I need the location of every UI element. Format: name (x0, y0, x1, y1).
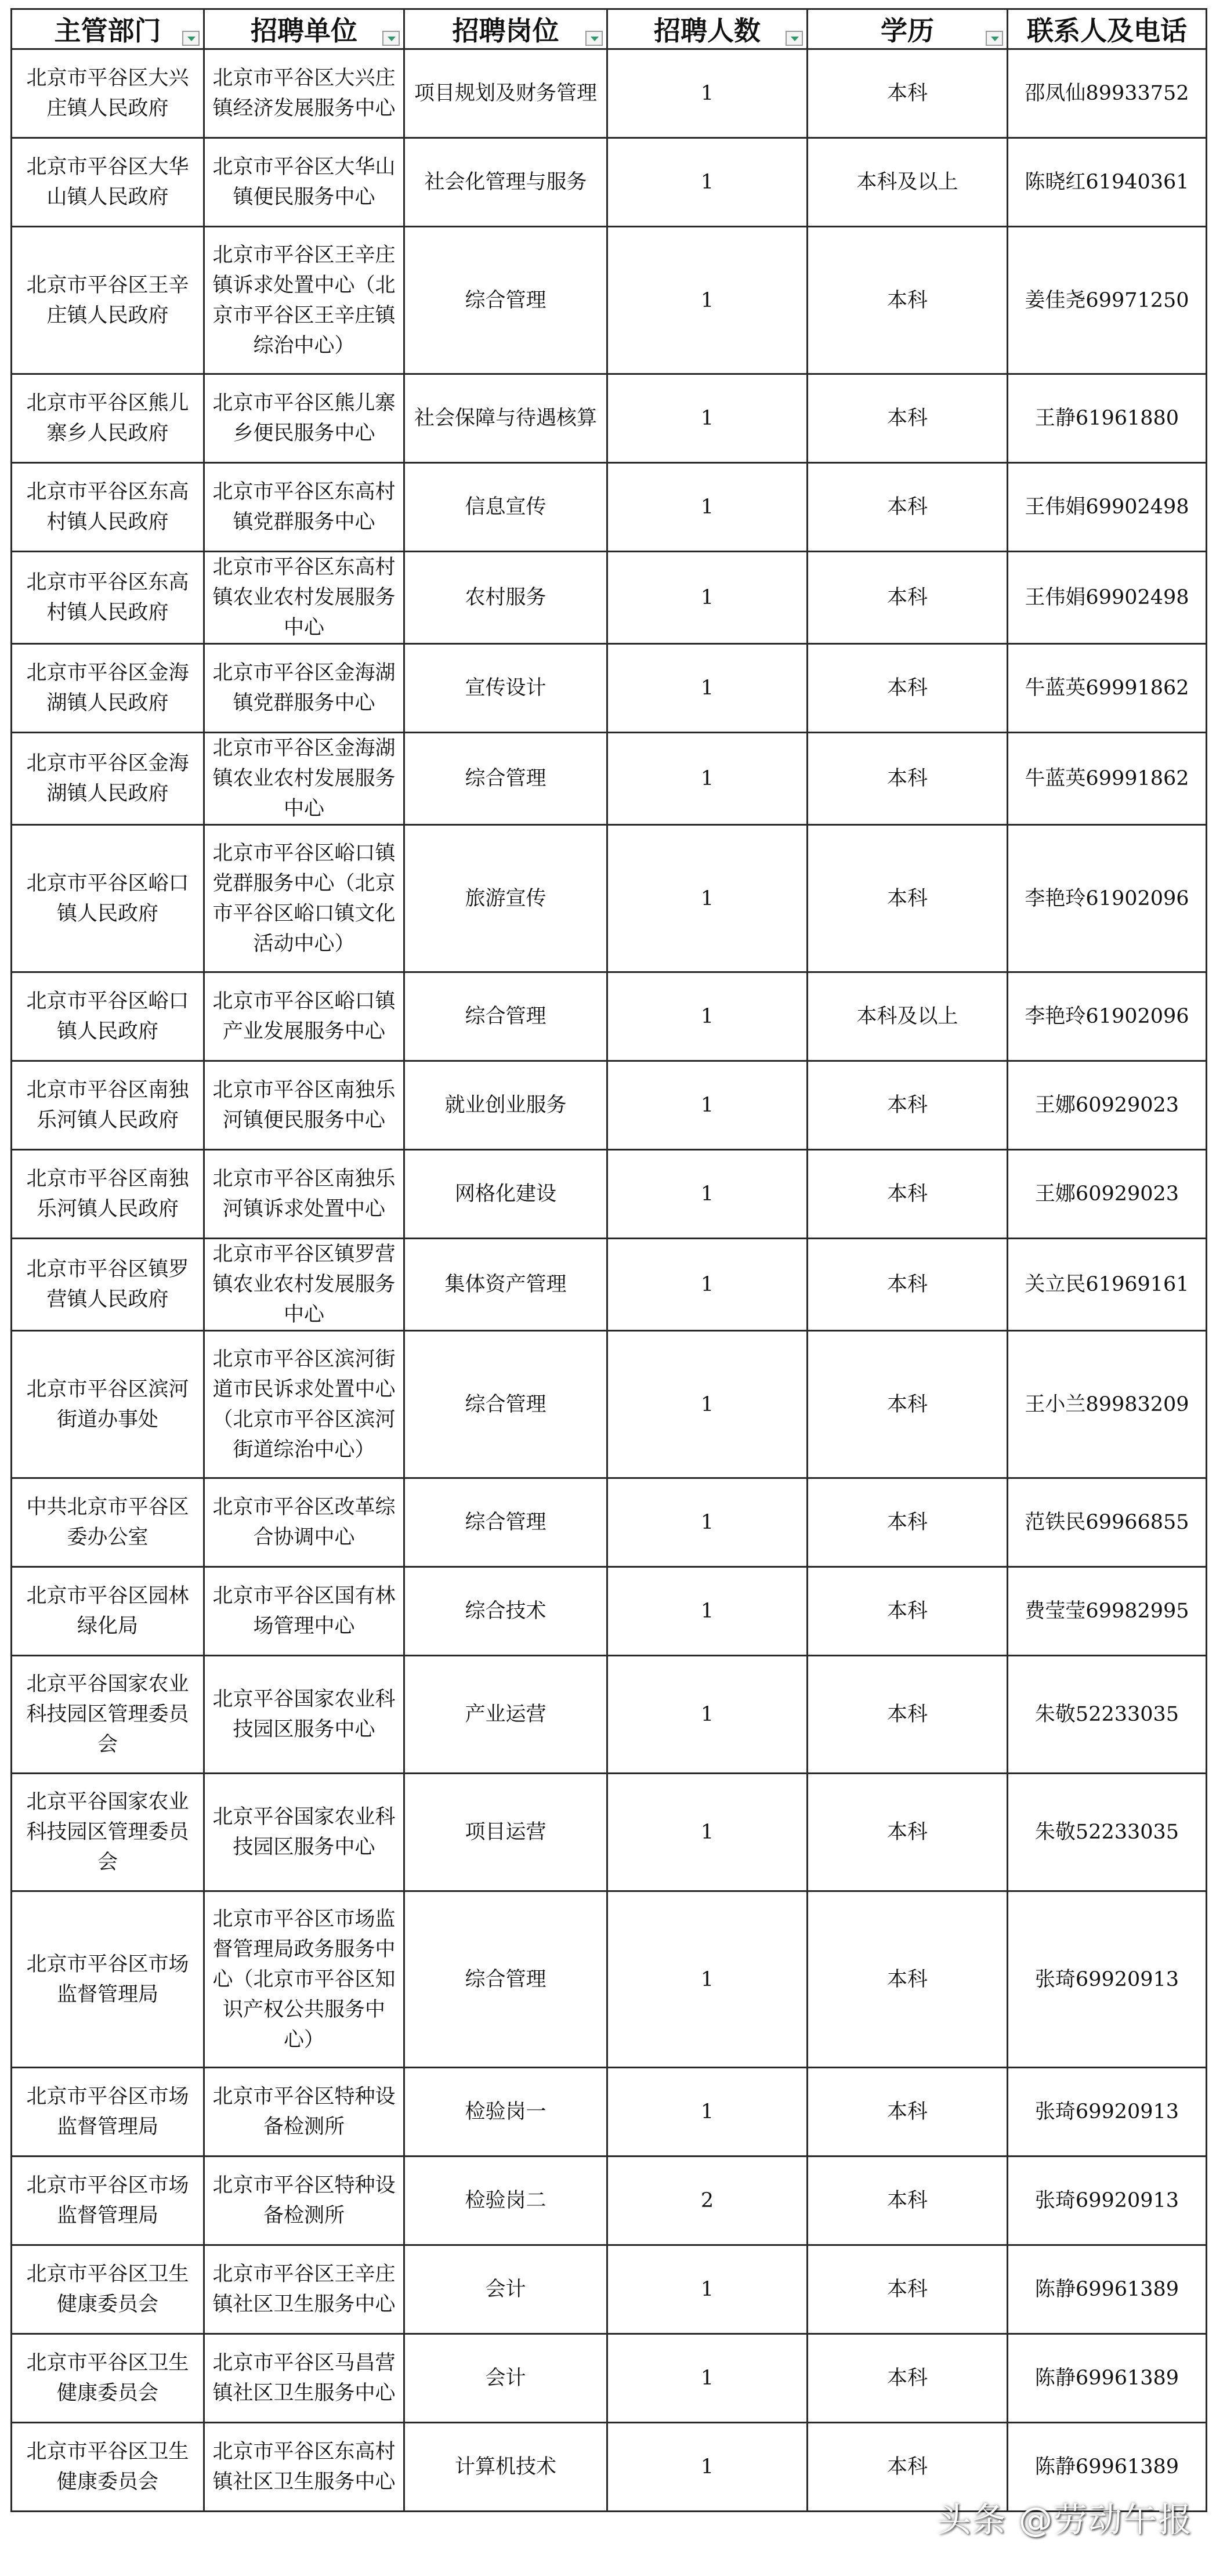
cell-edu: 本科及以上 (808, 138, 1008, 227)
cell-count: 1 (607, 2423, 808, 2512)
cell-contact: 陈静69961389 (1008, 2245, 1207, 2334)
cell-count: 1 (607, 2068, 808, 2157)
cell-edu: 本科 (808, 644, 1008, 733)
cell-count: 1 (607, 374, 808, 463)
cell-edu: 本科 (808, 825, 1008, 972)
cell-contact: 费莹莹69982995 (1008, 1567, 1207, 1656)
table-row (12, 1656, 1207, 1774)
cell-edu: 本科 (808, 2157, 1008, 2245)
cell-post: 综合管理 (404, 1891, 607, 2068)
cell-count: 1 (607, 552, 808, 644)
cell-post: 综合管理 (404, 1331, 607, 1478)
cell-unit: 北京市平谷区马昌营镇社区卫生服务中心 (204, 2334, 404, 2423)
filter-dropdown-icon[interactable] (382, 31, 400, 46)
cell-dept: 北京市平谷区南独乐河镇人民政府 (12, 1150, 204, 1239)
table-row (12, 2157, 1207, 2245)
cell-dept: 北京市平谷区王辛庄镇人民政府 (12, 227, 204, 374)
cell-contact: 王小兰89983209 (1008, 1331, 1207, 1478)
cell-unit: 北京市平谷区东高村镇农业农村发展服务中心 (204, 552, 404, 644)
cell-dept: 北京市平谷区园林绿化局 (12, 1567, 204, 1656)
cell-dept: 中共北京市平谷区委办公室 (12, 1478, 204, 1567)
cell-unit: 北京平谷国家农业科技园区服务中心 (204, 1774, 404, 1891)
cell-edu: 本科 (808, 552, 1008, 644)
cell-edu: 本科 (808, 1656, 1008, 1774)
cell-count: 1 (607, 463, 808, 552)
cell-post: 综合管理 (404, 1478, 607, 1567)
cell-dept: 北京市平谷区卫生健康委员会 (12, 2423, 204, 2512)
table-row (12, 2334, 1207, 2423)
table-row (12, 1891, 1207, 2068)
cell-dept: 北京市平谷区市场监督管理局 (12, 2068, 204, 2157)
cell-contact: 朱敬52233035 (1008, 1774, 1207, 1891)
cell-dept: 北京市平谷区金海湖镇人民政府 (12, 733, 204, 825)
cell-unit: 北京市平谷区改革综合协调中心 (204, 1478, 404, 1567)
header-unit (204, 9, 404, 49)
cell-contact: 李艳玲61902096 (1008, 825, 1207, 972)
cell-post: 项目规划及财务管理 (404, 49, 607, 138)
table-body (12, 49, 1207, 2512)
cell-post: 综合技术 (404, 1567, 607, 1656)
recruitment-table (10, 8, 1207, 2512)
table-row (12, 1567, 1207, 1656)
cell-contact: 陈静69961389 (1008, 2423, 1207, 2512)
cell-count: 1 (607, 1478, 808, 1567)
cell-unit: 北京市平谷区东高村镇社区卫生服务中心 (204, 2423, 404, 2512)
cell-count: 1 (607, 972, 808, 1061)
cell-contact: 王伟娟69902498 (1008, 463, 1207, 552)
header-dept-label: 主管部门 (54, 15, 161, 46)
cell-unit: 北京市平谷区特种设备检测所 (204, 2157, 404, 2245)
header-row (12, 9, 1207, 49)
cell-dept: 北京市平谷区卫生健康委员会 (12, 2334, 204, 2423)
cell-edu: 本科 (808, 2423, 1008, 2512)
cell-post: 计算机技术 (404, 2423, 607, 2512)
table-row (12, 1774, 1207, 1891)
cell-count: 2 (607, 2157, 808, 2245)
header-edu (808, 9, 1008, 49)
cell-dept: 北京平谷国家农业科技园区管理委员会 (12, 1774, 204, 1891)
cell-contact: 关立民61969161 (1008, 1239, 1207, 1331)
table-row (12, 552, 1207, 644)
cell-unit: 北京市平谷区东高村镇党群服务中心 (204, 463, 404, 552)
cell-unit: 北京平谷国家农业科技园区服务中心 (204, 1656, 404, 1774)
header-contact (1008, 9, 1207, 49)
cell-post: 宣传设计 (404, 644, 607, 733)
cell-post: 旅游宣传 (404, 825, 607, 972)
cell-post: 农村服务 (404, 552, 607, 644)
cell-count: 1 (607, 1567, 808, 1656)
table-row (12, 972, 1207, 1061)
cell-post: 会计 (404, 2334, 607, 2423)
cell-contact: 范铁民69966855 (1008, 1478, 1207, 1567)
cell-count: 1 (607, 1331, 808, 1478)
cell-unit: 北京市平谷区南独乐河镇便民服务中心 (204, 1061, 404, 1150)
cell-contact: 陈静69961389 (1008, 2334, 1207, 2423)
cell-unit: 北京市平谷区峪口镇产业发展服务中心 (204, 972, 404, 1061)
table-row (12, 1239, 1207, 1331)
cell-dept: 北京市平谷区东高村镇人民政府 (12, 552, 204, 644)
cell-edu: 本科 (808, 463, 1008, 552)
cell-dept: 北京平谷国家农业科技园区管理委员会 (12, 1656, 204, 1774)
cell-dept: 北京市平谷区熊儿寨乡人民政府 (12, 374, 204, 463)
cell-edu: 本科 (808, 1478, 1008, 1567)
cell-edu: 本科 (808, 1061, 1008, 1150)
cell-count: 1 (607, 2245, 808, 2334)
header-post (404, 9, 607, 49)
cell-post: 社会保障与待遇核算 (404, 374, 607, 463)
cell-contact: 张琦69920913 (1008, 2157, 1207, 2245)
cell-unit: 北京市平谷区市场监督管理局政务服务中心（北京市平谷区知识产权公共服务中心） (204, 1891, 404, 2068)
cell-count: 1 (607, 1150, 808, 1239)
cell-contact: 王娜60929023 (1008, 1061, 1207, 1150)
cell-edu: 本科 (808, 1567, 1008, 1656)
cell-post: 会计 (404, 2245, 607, 2334)
cell-count: 1 (607, 138, 808, 227)
cell-count: 1 (607, 825, 808, 972)
cell-dept: 北京市平谷区市场监督管理局 (12, 1891, 204, 2068)
header-contact-label: 联系人及电话 (1027, 15, 1187, 46)
cell-contact: 牛蓝英69991862 (1008, 733, 1207, 825)
cell-dept: 北京市平谷区滨河街道办事处 (12, 1331, 204, 1478)
cell-contact: 邵凤仙89933752 (1008, 49, 1207, 138)
cell-post: 综合管理 (404, 733, 607, 825)
table-row (12, 1150, 1207, 1239)
cell-dept: 北京市平谷区金海湖镇人民政府 (12, 644, 204, 733)
cell-contact: 陈晓红61940361 (1008, 138, 1207, 227)
header-dept (12, 9, 204, 49)
cell-contact: 牛蓝英69991862 (1008, 644, 1207, 733)
cell-post: 信息宣传 (404, 463, 607, 552)
cell-count: 1 (607, 49, 808, 138)
cell-unit: 北京市平谷区金海湖镇农业农村发展服务中心 (204, 733, 404, 825)
cell-unit: 北京市平谷区峪口镇党群服务中心（北京市平谷区峪口镇文化活动中心） (204, 825, 404, 972)
table-row (12, 1061, 1207, 1150)
header-count-label: 招聘人数 (654, 15, 761, 46)
cell-contact: 王静61961880 (1008, 374, 1207, 463)
filter-dropdown-icon[interactable] (585, 31, 603, 46)
cell-post: 检验岗二 (404, 2157, 607, 2245)
cell-count: 1 (607, 2334, 808, 2423)
cell-contact: 朱敬52233035 (1008, 1656, 1207, 1774)
cell-post: 综合管理 (404, 227, 607, 374)
cell-dept: 北京市平谷区镇罗营镇人民政府 (12, 1239, 204, 1331)
table-row (12, 1478, 1207, 1567)
cell-dept: 北京市平谷区卫生健康委员会 (12, 2245, 204, 2334)
cell-count: 1 (607, 1774, 808, 1891)
cell-edu: 本科 (808, 2334, 1008, 2423)
cell-post: 项目运营 (404, 1774, 607, 1891)
table-row (12, 49, 1207, 138)
cell-post: 集体资产管理 (404, 1239, 607, 1331)
cell-count: 1 (607, 733, 808, 825)
cell-unit: 北京市平谷区特种设备检测所 (204, 2068, 404, 2157)
cell-unit: 北京市平谷区国有林场管理中心 (204, 1567, 404, 1656)
cell-edu: 本科 (808, 733, 1008, 825)
cell-edu: 本科 (808, 1150, 1008, 1239)
table-row (12, 374, 1207, 463)
cell-unit: 北京市平谷区王辛庄镇社区卫生服务中心 (204, 2245, 404, 2334)
table-row (12, 644, 1207, 733)
cell-edu: 本科 (808, 1239, 1008, 1331)
cell-count: 1 (607, 1061, 808, 1150)
cell-post: 产业运营 (404, 1656, 607, 1774)
header-edu-label: 学历 (881, 15, 934, 46)
table-row (12, 227, 1207, 374)
cell-unit: 北京市平谷区镇罗营镇农业农村发展服务中心 (204, 1239, 404, 1331)
cell-count: 1 (607, 1239, 808, 1331)
header-unit-label: 招聘单位 (251, 15, 357, 46)
cell-post: 就业创业服务 (404, 1061, 607, 1150)
watermark: 头条 @劳动午报 (937, 2500, 1193, 2539)
table-row (12, 825, 1207, 972)
cell-unit: 北京市平谷区南独乐河镇诉求处置中心 (204, 1150, 404, 1239)
cell-edu: 本科 (808, 374, 1008, 463)
filter-dropdown-icon[interactable] (182, 31, 200, 46)
header-count (607, 9, 808, 49)
cell-edu: 本科 (808, 1331, 1008, 1478)
cell-contact: 张琦69920913 (1008, 2068, 1207, 2157)
cell-contact: 李艳玲61902096 (1008, 972, 1207, 1061)
table-row (12, 2245, 1207, 2334)
cell-post: 检验岗一 (404, 2068, 607, 2157)
cell-edu: 本科 (808, 2245, 1008, 2334)
table-row (12, 138, 1207, 227)
cell-contact: 王娜60929023 (1008, 1150, 1207, 1239)
table-row (12, 733, 1207, 825)
cell-unit: 北京市平谷区滨河街道市民诉求处置中心（北京市平谷区滨河街道综治中心） (204, 1331, 404, 1478)
cell-count: 1 (607, 1656, 808, 1774)
cell-count: 1 (607, 644, 808, 733)
cell-dept: 北京市平谷区南独乐河镇人民政府 (12, 1061, 204, 1150)
cell-edu: 本科 (808, 1774, 1008, 1891)
cell-unit: 北京市平谷区金海湖镇党群服务中心 (204, 644, 404, 733)
filter-dropdown-icon[interactable] (786, 31, 803, 46)
cell-dept: 北京市平谷区大兴庄镇人民政府 (12, 49, 204, 138)
cell-edu: 本科 (808, 2068, 1008, 2157)
cell-dept: 北京市平谷区市场监督管理局 (12, 2157, 204, 2245)
cell-post: 社会化管理与服务 (404, 138, 607, 227)
cell-unit: 北京市平谷区王辛庄镇诉求处置中心（北京市平谷区王辛庄镇综治中心） (204, 227, 404, 374)
cell-contact: 张琦69920913 (1008, 1891, 1207, 2068)
cell-dept: 北京市平谷区东高村镇人民政府 (12, 463, 204, 552)
cell-dept: 北京市平谷区峪口镇人民政府 (12, 972, 204, 1061)
cell-contact: 王伟娟69902498 (1008, 552, 1207, 644)
table-row (12, 2068, 1207, 2157)
cell-dept: 北京市平谷区峪口镇人民政府 (12, 825, 204, 972)
cell-unit: 北京市平谷区大兴庄镇经济发展服务中心 (204, 49, 404, 138)
header-post-label: 招聘岗位 (452, 15, 559, 46)
table-row (12, 463, 1207, 552)
cell-post: 综合管理 (404, 972, 607, 1061)
cell-edu: 本科及以上 (808, 972, 1008, 1061)
filter-dropdown-icon[interactable] (986, 31, 1003, 46)
cell-post: 网格化建设 (404, 1150, 607, 1239)
cell-unit: 北京市平谷区熊儿寨乡便民服务中心 (204, 374, 404, 463)
cell-contact: 姜佳尧69971250 (1008, 227, 1207, 374)
cell-unit: 北京市平谷区大华山镇便民服务中心 (204, 138, 404, 227)
cell-edu: 本科 (808, 1891, 1008, 2068)
cell-dept: 北京市平谷区大华山镇人民政府 (12, 138, 204, 227)
cell-count: 1 (607, 227, 808, 374)
cell-edu: 本科 (808, 227, 1008, 374)
table-row (12, 1331, 1207, 1478)
cell-count: 1 (607, 1891, 808, 2068)
cell-edu: 本科 (808, 49, 1008, 138)
